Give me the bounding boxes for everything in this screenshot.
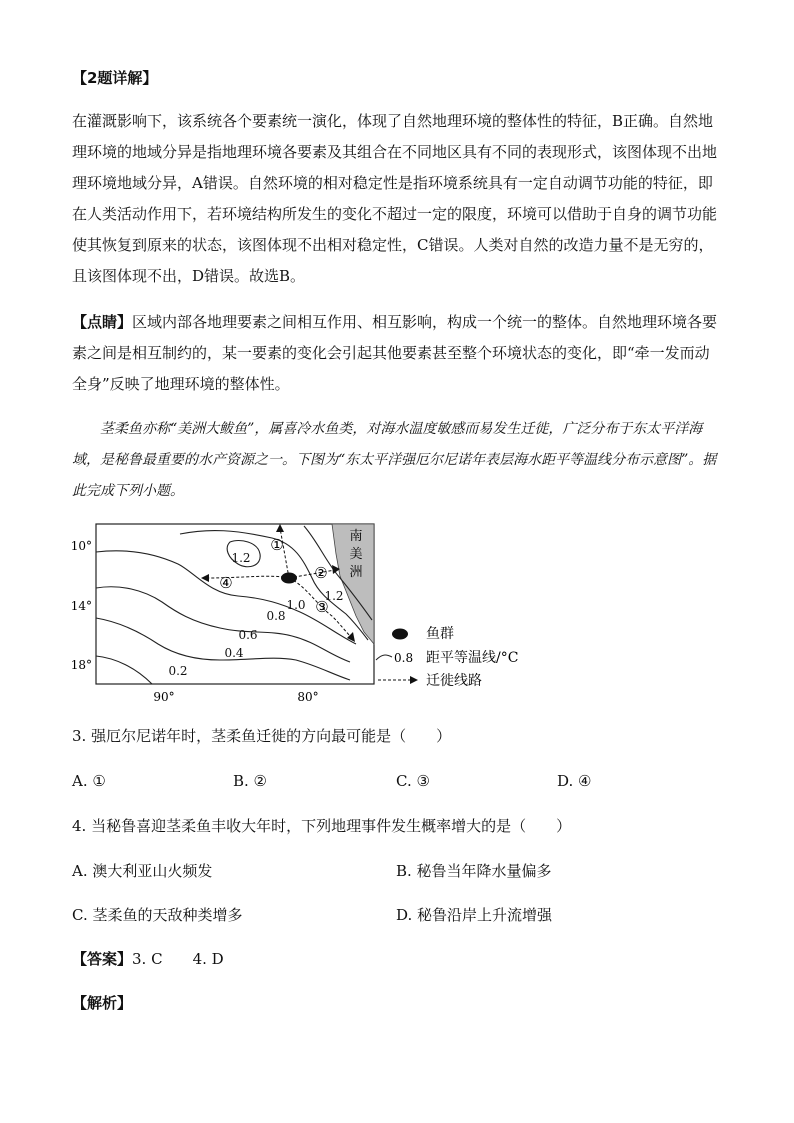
legend-route-label: 迁徙线路	[426, 673, 482, 689]
lat-label: 14°	[70, 599, 92, 613]
q4-option-b[interactable]: B. 秘鲁当年降水量偏多	[396, 862, 552, 880]
detail-paragraph: 在灌溉影响下，该系统各个要素统一演化，体现了自然地理环境的整体性的特征，B正确。自然地理环境的地域分异是指地理环境各要素及其组合在不同地区具有不同的表现形式，该图体现不出地理环境地域分异，A错误。自然环境的相对稳定性是指环境系统具有一定自动调节功能的特征，即在人类活动作用下，若环境结构所发生的变化不超过一定的限度，环境可以借助于自身的调节功能使其恢复到原来的状态，该图体现不出相对稳定性，C错误。人类对自然的改造力量不是无穷的，且该图体现不出，D错误。故选B。	[72, 112, 718, 285]
legend-isotherm-icon	[376, 655, 392, 660]
answer-label: 【答案】	[72, 950, 133, 968]
route-label-4: ④	[219, 574, 233, 592]
land-label-1: 南	[349, 529, 363, 544]
legend-fish-label: 鱼群	[426, 626, 454, 642]
analysis-heading: 【解析】	[72, 994, 133, 1012]
isotherm-0-2	[96, 656, 152, 684]
q4-option-c[interactable]: C. 茎柔鱼的天敌种类增多	[72, 906, 243, 924]
isotherm-label: 0.4	[224, 646, 244, 660]
land-label-2: 美	[349, 547, 363, 562]
lon-label: 90°	[153, 690, 175, 704]
route-label-3: ③	[315, 598, 329, 616]
tip-text: 区域内部各地理要素之间相互作用、相互影响，构成一个统一的整体。自然地理环境各要素之间是相互制约的，某一要素的变化会引起其他要素甚至整个环境状态的变化，即“牵一发而动全身”反映了地理环境的整体性。	[72, 313, 718, 393]
answer-text: 3. C 4. D	[132, 950, 224, 968]
lon-label: 80°	[297, 690, 319, 704]
isotherm-label: 1.2	[231, 551, 251, 565]
fish-school-marker	[281, 573, 297, 584]
lat-label: 10°	[70, 539, 92, 553]
q4-option-d[interactable]: D. 秘鲁沿岸上升流增强	[396, 906, 553, 924]
legend-route-arrowhead	[410, 676, 418, 684]
tip-paragraph	[72, 307, 722, 400]
q4-option-a[interactable]: A. 澳大利亚山火频发	[72, 862, 213, 880]
question-3-stem: 3. 强厄尔尼诺年时，茎柔鱼迁徙的方向最可能是（ ）	[72, 727, 452, 745]
question-4-stem: 4. 当秘鲁喜迎茎柔鱼丰收大年时，下列地理事件发生概率增大的是（ ）	[72, 817, 572, 835]
legend-isotherm-sample: 0.8	[394, 651, 414, 665]
tip-label: 【点睛】	[72, 313, 133, 331]
route-1-arrowhead	[276, 524, 284, 532]
answer-line	[72, 948, 224, 970]
isotherm-label: 0.8	[266, 609, 286, 623]
legend-isotherm-label: 距平等温线/°C	[426, 650, 519, 666]
q3-option-d[interactable]: D. ④	[557, 772, 592, 790]
isotherm-label: 1.2	[324, 589, 344, 603]
q3-option-b[interactable]: B. ②	[233, 772, 268, 790]
isotherm-0-6	[96, 587, 350, 662]
q3-option-c[interactable]: C. ③	[396, 772, 430, 790]
isotherm-0-4	[96, 618, 350, 680]
legend-fish-icon	[392, 629, 408, 640]
isotherm-label: 1.0	[286, 598, 306, 612]
question-intro: 茎柔鱼亦称“美洲大鲅鱼”，属喜冷水鱼类，对海水温度敏感而易发生迁徙，广泛分布于东太平洋海域，是秘鲁最重要的水产资源之一。下图为“东太平洋强厄尔尼诺年表层海水距平等温线分布示意图”。据此完成下列小题。	[72, 421, 717, 499]
q3-option-a[interactable]: A. ①	[72, 772, 106, 790]
route-label-2: ②	[314, 564, 328, 582]
lat-label: 18°	[70, 658, 92, 672]
section-heading: 【2题详解】	[72, 69, 158, 87]
isotherm-map	[60, 520, 550, 704]
land-label-3: 洲	[349, 565, 363, 580]
isotherm-label: 0.2	[168, 664, 188, 678]
route-label-1: ①	[270, 536, 284, 554]
isotherm-label: 0.6	[238, 628, 258, 642]
